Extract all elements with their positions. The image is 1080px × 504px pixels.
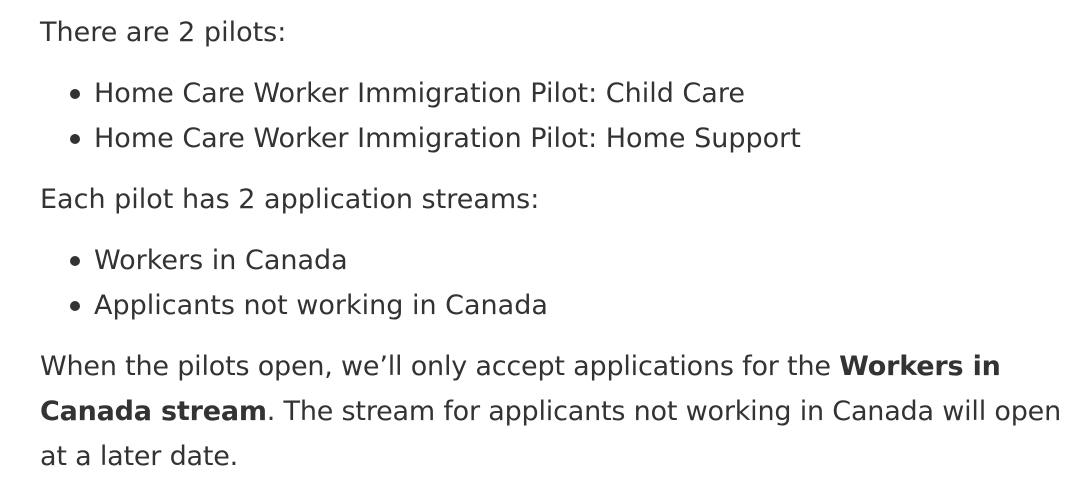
bullet-icon — [70, 134, 80, 144]
streams-intro: Each pilot has 2 application streams: — [40, 184, 540, 215]
list-item-text: Home Care Worker Immigration Pilot: Child Care — [94, 78, 745, 109]
list-item — [40, 283, 1068, 328]
list-item — [40, 116, 1068, 161]
list-item-text: Applicants not working in Canada — [94, 290, 548, 321]
availability-note — [40, 344, 1068, 479]
note-text-before: When the pilots open, we’ll only accept applications for the — [40, 351, 840, 382]
bullet-icon — [70, 89, 80, 99]
bullet-icon — [70, 301, 80, 311]
pilots-intro: There are 2 pilots: — [40, 17, 287, 48]
pilots-list — [40, 71, 1068, 161]
bullet-icon — [70, 256, 80, 266]
list-item — [40, 238, 1068, 283]
streams-list — [40, 238, 1068, 328]
note-bold-stream: Workers in Canada stream — [40, 351, 1001, 427]
note-text-after: . The stream for applicants not working in Canada will open at a later date. — [40, 396, 1061, 472]
list-item — [40, 71, 1068, 116]
list-item-text: Home Care Worker Immigration Pilot: Home Support — [94, 123, 801, 154]
list-item-text: Workers in Canada — [94, 245, 348, 276]
